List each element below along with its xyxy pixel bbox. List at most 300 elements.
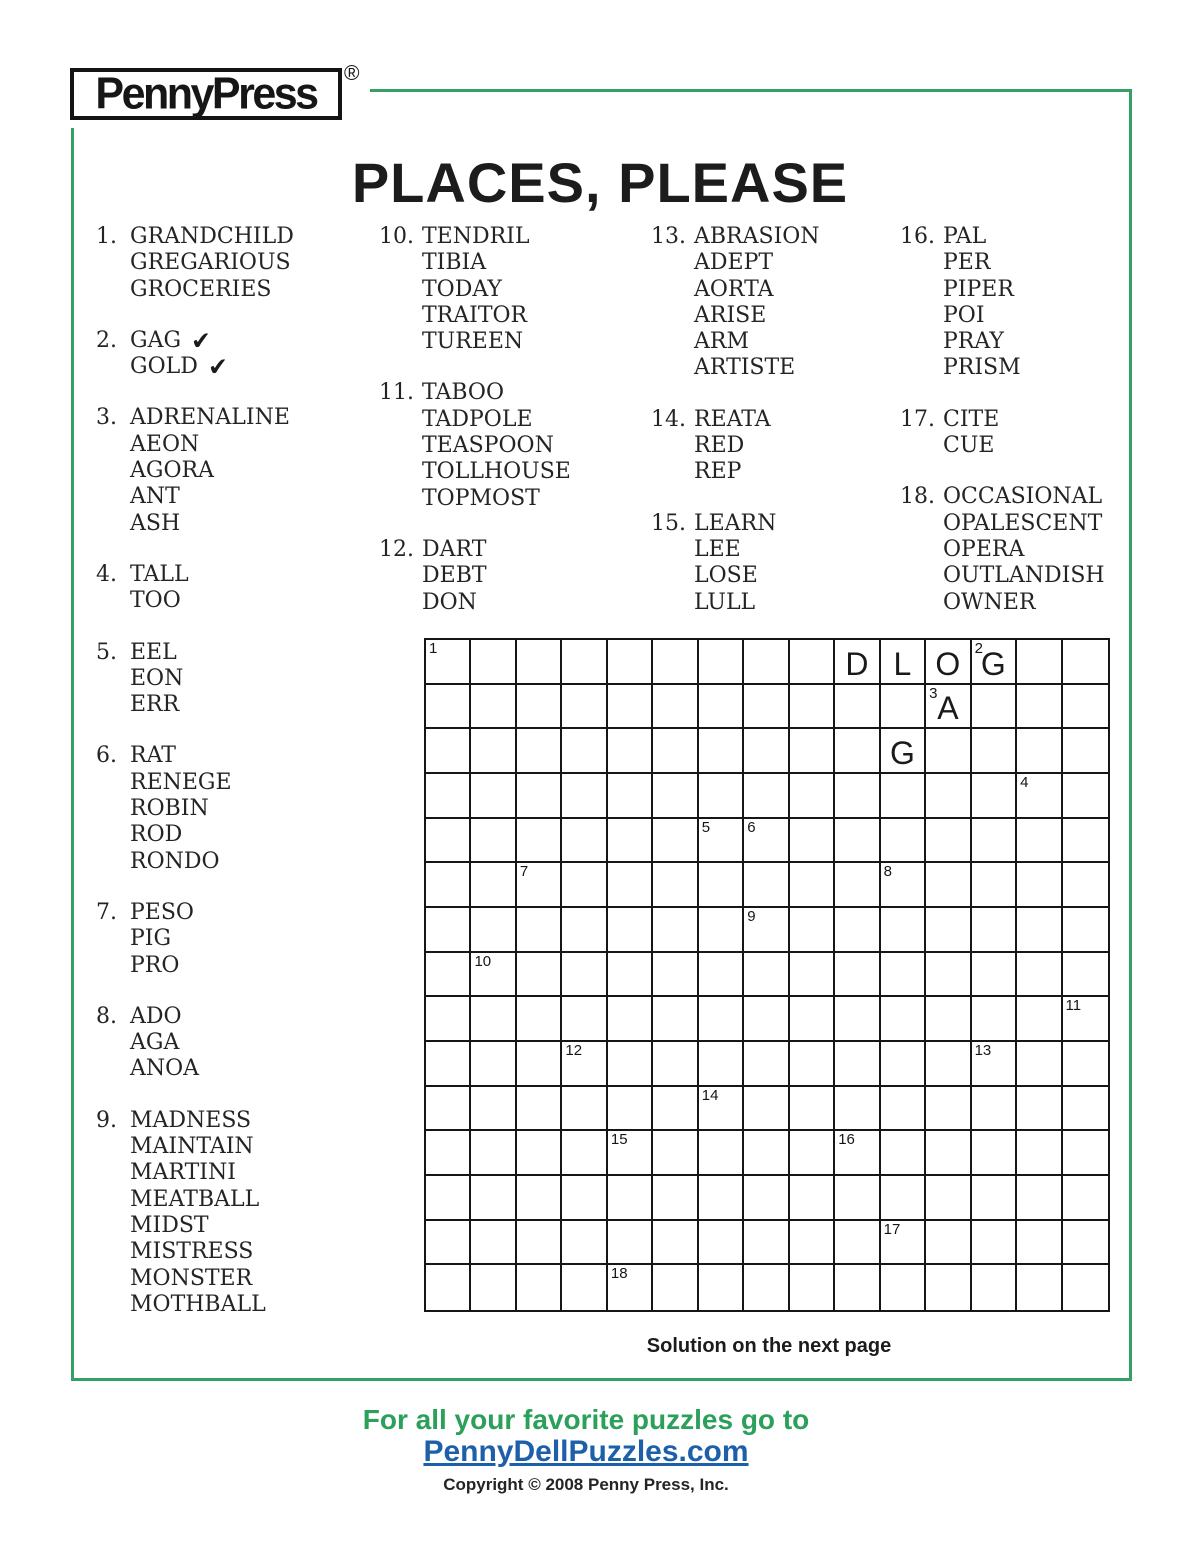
- grid-cell: [426, 774, 471, 819]
- grid-cell: [426, 1221, 471, 1266]
- grid-cell: [881, 1221, 926, 1266]
- group-number: 3.: [96, 405, 117, 431]
- grid-cell: [653, 1221, 698, 1266]
- word-text: TALL: [130, 561, 189, 587]
- word-group: [85, 328, 294, 381]
- grid-cell: [744, 997, 789, 1042]
- word-text: TABOO: [422, 380, 505, 406]
- word-group: [85, 1004, 294, 1083]
- grid-cell: [608, 1131, 653, 1176]
- grid-cell: [653, 685, 698, 730]
- word: [694, 459, 771, 485]
- grid-cell: [517, 1265, 562, 1310]
- grid-cell: [426, 729, 471, 774]
- grid-cell: [790, 1087, 835, 1132]
- grid-cell: [653, 908, 698, 953]
- grid-cell: [1017, 1265, 1062, 1310]
- group-number: 4.: [96, 561, 117, 587]
- word: [422, 486, 571, 512]
- grid-cell: [426, 1131, 471, 1176]
- word: [130, 511, 290, 537]
- grid-cell: [1063, 1221, 1108, 1266]
- grid-cell: [653, 1131, 698, 1176]
- group-words: [130, 328, 228, 381]
- word: [130, 770, 232, 796]
- grid-cell: [653, 863, 698, 908]
- word: [422, 537, 487, 563]
- grid-cell: [608, 953, 653, 998]
- grid-cell: [562, 819, 607, 864]
- group-number: 10.: [379, 224, 414, 249]
- grid-cell: [744, 640, 789, 685]
- grid-cell: [926, 640, 971, 685]
- cell-letter: O: [935, 645, 961, 682]
- grid-cell: [790, 997, 835, 1042]
- grid-cell: [471, 1176, 516, 1221]
- group-words: [130, 640, 183, 719]
- word: [943, 355, 1021, 381]
- word: [130, 953, 194, 979]
- word-text: GREGARIOUS: [130, 250, 291, 276]
- grid-cell: [972, 1131, 1017, 1176]
- word-text: MARTINI: [130, 1160, 236, 1186]
- grid-cell: [1017, 1221, 1062, 1266]
- grid-cell: [1063, 953, 1108, 998]
- grid-cell: [653, 1087, 698, 1132]
- group-words: [130, 1004, 199, 1083]
- word-text: RONDO: [130, 848, 220, 874]
- word: [130, 328, 228, 354]
- grid-cell: [517, 819, 562, 864]
- grid-cell: [699, 908, 744, 953]
- grid-cell: [1017, 685, 1062, 730]
- word: [130, 354, 228, 380]
- grid-cell: [1017, 908, 1062, 953]
- grid-cell: [744, 1265, 789, 1310]
- group-number: 14.: [651, 406, 686, 432]
- group-words: [130, 224, 294, 303]
- grid-cell: [744, 1176, 789, 1221]
- word: [422, 277, 530, 303]
- word: [130, 562, 189, 588]
- word-text: ERR: [130, 692, 180, 718]
- grid-cell: [608, 863, 653, 908]
- word-text: ABRASION: [694, 224, 820, 249]
- group-number: 8.: [96, 1003, 117, 1029]
- grid-cell: [881, 908, 926, 953]
- grid-cell: [471, 997, 516, 1042]
- cell-number: 11: [1065, 997, 1082, 1015]
- grid-cell: [881, 640, 926, 685]
- word-text: CITE: [943, 406, 1000, 432]
- grid-cell: [471, 1042, 516, 1087]
- word-text: AEON: [130, 431, 200, 457]
- word: [422, 563, 487, 589]
- pennypress-logo-box: [70, 68, 342, 120]
- grid-cell: [790, 1131, 835, 1176]
- checkmark-icon: ✔: [206, 352, 229, 382]
- word: [422, 250, 530, 276]
- grid-cell: [881, 1176, 926, 1221]
- word: [130, 822, 232, 848]
- grid-cell: [471, 1131, 516, 1176]
- word: [422, 590, 487, 616]
- grid-cell: [608, 729, 653, 774]
- grid-cell: [699, 774, 744, 819]
- grid-cell: [608, 908, 653, 953]
- grid-cell: [881, 774, 926, 819]
- grid-cell: [426, 997, 471, 1042]
- word-group: [374, 537, 571, 616]
- solution-note: Solution on the next page: [646, 1335, 892, 1357]
- grid-cell: [835, 685, 880, 730]
- grid-cell: [653, 640, 698, 685]
- grid-cell: [471, 640, 516, 685]
- grid-cell: [926, 685, 971, 730]
- grid-cell: [1017, 1131, 1062, 1176]
- cell-number: 13: [974, 1042, 992, 1059]
- grid-cell: [426, 1087, 471, 1132]
- word: [694, 563, 776, 589]
- group-number: 15.: [651, 510, 686, 536]
- logo: [58, 56, 370, 128]
- word-list-column-4: [895, 224, 1105, 641]
- word: [694, 590, 776, 616]
- grid-cell: [608, 1042, 653, 1087]
- grid-cell: [790, 908, 835, 953]
- grid-cell: [1063, 819, 1108, 864]
- grid-cell: [926, 863, 971, 908]
- word: [943, 329, 1021, 355]
- group-number: 13.: [651, 224, 686, 249]
- cell-letter: D: [845, 645, 869, 682]
- word-text: RED: [694, 433, 745, 459]
- word-list-column-2: [374, 224, 571, 641]
- grid-cell: [608, 1176, 653, 1221]
- word-text: GRANDCHILD: [130, 224, 294, 249]
- grid-cell: [426, 1176, 471, 1221]
- grid-cell: [1063, 1087, 1108, 1132]
- word: [943, 250, 1021, 276]
- grid-cell: [835, 774, 880, 819]
- word: [694, 250, 820, 276]
- pennydellpuzzles-link[interactable]: PennyDellPuzzles.com: [423, 1435, 749, 1468]
- grid-cell: [699, 953, 744, 998]
- group-number: 12.: [379, 536, 414, 562]
- word: [422, 407, 571, 433]
- grid-cell: [790, 863, 835, 908]
- grid-cell: [517, 953, 562, 998]
- grid-cell: [744, 729, 789, 774]
- grid-cell: [699, 685, 744, 730]
- grid-cell: [926, 1087, 971, 1132]
- grid-cell: [471, 908, 516, 953]
- cell-letter: G: [980, 645, 1006, 682]
- grid-cell: [744, 685, 789, 730]
- grid-cell: [517, 1042, 562, 1087]
- grid-cell: [471, 1087, 516, 1132]
- word-text: TUREEN: [422, 329, 524, 355]
- grid-cell: [835, 729, 880, 774]
- grid-cell: [881, 729, 926, 774]
- word-text: ROD: [130, 822, 183, 848]
- word: [130, 743, 232, 769]
- grid-cell: [881, 863, 926, 908]
- group-words: [422, 537, 487, 616]
- word-text: LULL: [694, 589, 756, 615]
- word: [130, 1056, 199, 1082]
- grid-cell: [608, 1087, 653, 1132]
- word: [130, 640, 183, 666]
- word: [130, 588, 189, 614]
- word: [694, 407, 771, 433]
- grid-cell: [972, 997, 1017, 1042]
- grid-cell: [1017, 953, 1062, 998]
- word-text: ADO: [130, 1003, 182, 1029]
- word-list-column-1: [85, 224, 294, 1343]
- grid-cell: [699, 1087, 744, 1132]
- grid-cell: [744, 819, 789, 864]
- grid-cell: [972, 1087, 1017, 1132]
- registered-trademark-icon: ®: [344, 62, 360, 85]
- grid-cell: [1017, 640, 1062, 685]
- grid-cell: [835, 640, 880, 685]
- word: [694, 511, 776, 537]
- word-text: GOLD: [130, 354, 198, 380]
- word: [130, 224, 294, 250]
- grid-cell: [699, 1221, 744, 1266]
- grid-cell: [790, 1176, 835, 1221]
- grid-cell: [835, 1087, 880, 1132]
- word-text: TRAITOR: [422, 302, 528, 328]
- grid-cell: [562, 908, 607, 953]
- word-group: [85, 224, 294, 303]
- grid-cell: [835, 1265, 880, 1310]
- word: [130, 1292, 266, 1318]
- grid-cell: [926, 997, 971, 1042]
- grid-cell: [926, 819, 971, 864]
- grid-cell: [426, 1042, 471, 1087]
- cell-number: 16: [838, 1131, 855, 1149]
- grid-cell: [926, 1265, 971, 1310]
- word-text: TOLLHOUSE: [422, 459, 571, 485]
- cell-number: 5: [701, 818, 711, 836]
- word-text: DON: [422, 589, 477, 615]
- grid-cell: [835, 819, 880, 864]
- grid-cell: [517, 908, 562, 953]
- word: [943, 537, 1105, 563]
- word: [943, 224, 1021, 250]
- grid-cell: [653, 729, 698, 774]
- word: [130, 1030, 199, 1056]
- word-text: ANOA: [130, 1056, 200, 1082]
- group-number: 6.: [96, 743, 117, 769]
- group-number: 7.: [96, 899, 117, 925]
- word: [694, 277, 820, 303]
- grid-cell: [835, 1042, 880, 1087]
- grid-cell: [517, 1176, 562, 1221]
- word: [130, 277, 294, 303]
- grid-cell: [835, 953, 880, 998]
- cell-number: 14: [701, 1086, 719, 1104]
- group-number: 11.: [379, 380, 414, 406]
- word: [422, 433, 571, 459]
- pennypress-logo-text: PennyPress: [95, 68, 317, 119]
- grid-cell: [699, 863, 744, 908]
- word-group: [85, 640, 294, 719]
- grid-cell: [699, 1176, 744, 1221]
- word-text: REATA: [694, 406, 771, 432]
- page-title: PLACES, PLEASE: [351, 151, 849, 214]
- word-text: ARTISTE: [694, 355, 796, 381]
- grid-cell: [562, 640, 607, 685]
- puzzle-grid: [424, 638, 1110, 1312]
- group-number: 16.: [900, 224, 935, 249]
- cell-number: 1: [429, 640, 438, 657]
- word: [694, 224, 820, 250]
- grid-cell: [1017, 729, 1062, 774]
- grid-cell: [426, 908, 471, 953]
- grid-cell: [699, 729, 744, 774]
- group-words: [694, 407, 771, 486]
- cell-number: 4: [1020, 774, 1029, 791]
- grid-cell: [699, 1042, 744, 1087]
- cell-number: 8: [883, 863, 892, 881]
- word-text: ADEPT: [694, 250, 774, 276]
- grid-cell: [517, 863, 562, 908]
- cell-letter: G: [889, 735, 915, 771]
- word: [130, 796, 232, 822]
- word: [694, 537, 776, 563]
- word-text: PAL: [943, 224, 987, 249]
- word: [130, 1239, 266, 1265]
- grid-cell: [517, 640, 562, 685]
- grid-cell: [608, 640, 653, 685]
- grid-cell: [972, 953, 1017, 998]
- grid-cell: [517, 1131, 562, 1176]
- grid-cell: [562, 1176, 607, 1221]
- word-text: PER: [943, 250, 991, 276]
- word-text: MIDST: [130, 1212, 209, 1238]
- grid-cell: [653, 997, 698, 1042]
- word-text: ARISE: [694, 302, 767, 328]
- word-group: [85, 405, 294, 536]
- grid-cell: [881, 953, 926, 998]
- word-text: LEARN: [694, 510, 777, 536]
- grid-cell: [471, 863, 516, 908]
- grid-cell: [744, 1042, 789, 1087]
- grid-cell: [1063, 1131, 1108, 1176]
- cell-letter: L: [893, 645, 912, 682]
- grid-cell: [972, 729, 1017, 774]
- grid-cell: [790, 774, 835, 819]
- word: [130, 405, 290, 431]
- grid-cell: [972, 685, 1017, 730]
- grid-cell: [471, 685, 516, 730]
- group-number: 18.: [900, 484, 935, 510]
- grid-cell: [517, 997, 562, 1042]
- grid-cell: [744, 863, 789, 908]
- word-text: PIG: [130, 926, 172, 952]
- word: [943, 563, 1105, 589]
- word-text: ARM: [694, 329, 749, 355]
- word: [943, 511, 1105, 537]
- grid-cell: [471, 1265, 516, 1310]
- grid-cell: [471, 774, 516, 819]
- word-text: TIBIA: [422, 250, 487, 276]
- grid-cell: [653, 1176, 698, 1221]
- cell-number: 3: [929, 684, 938, 702]
- word-text: AGA: [130, 1030, 180, 1056]
- grid-cell: [1063, 1042, 1108, 1087]
- grid-cell: [517, 1087, 562, 1132]
- word: [943, 303, 1021, 329]
- word-text: EON: [130, 665, 184, 691]
- word-text: POI: [943, 302, 985, 328]
- group-number: 5.: [96, 639, 117, 665]
- grid-cell: [835, 1176, 880, 1221]
- cell-number: 18: [610, 1265, 628, 1283]
- group-number: 17.: [900, 406, 935, 432]
- word-text: TENDRIL: [422, 224, 530, 249]
- word-group: [646, 511, 820, 616]
- word-group: [895, 407, 1105, 460]
- word-text: ROBIN: [130, 796, 209, 822]
- grid-cell: [471, 729, 516, 774]
- group-number: 2.: [96, 327, 117, 353]
- word-text: MEATBALL: [130, 1186, 260, 1212]
- word-text: MADNESS: [130, 1107, 252, 1133]
- group-words: [694, 224, 820, 382]
- word-text: MOTHBALL: [130, 1291, 266, 1317]
- word-text: CUE: [943, 433, 995, 459]
- word-text: REP: [694, 459, 742, 485]
- word-text: OUTLANDISH: [943, 563, 1105, 589]
- grid-cell: [562, 1042, 607, 1087]
- cell-letter: A: [937, 690, 959, 727]
- grid-cell: [835, 908, 880, 953]
- grid-cell: [1017, 774, 1062, 819]
- word-text: MONSTER: [130, 1265, 253, 1291]
- word-group: [895, 484, 1105, 615]
- grid-cell: [608, 1265, 653, 1310]
- group-words: [694, 511, 776, 616]
- checkmark-icon: ✔: [190, 326, 213, 356]
- grid-cell: [608, 819, 653, 864]
- group-words: [943, 407, 999, 460]
- group-words: [130, 562, 189, 615]
- word-group: [85, 900, 294, 979]
- word: [130, 458, 290, 484]
- cell-number: 6: [747, 818, 756, 836]
- grid-cell: [744, 1087, 789, 1132]
- grid-cell: [744, 908, 789, 953]
- grid-cell: [608, 685, 653, 730]
- group-number: 9.: [96, 1107, 117, 1133]
- word-text: TADPOLE: [422, 406, 533, 432]
- word: [422, 459, 571, 485]
- cell-number: 7: [519, 863, 529, 881]
- group-number: 1.: [96, 224, 117, 249]
- word: [943, 590, 1105, 616]
- grid-cell: [881, 1265, 926, 1310]
- word: [422, 224, 530, 250]
- grid-cell: [926, 1131, 971, 1176]
- word: [943, 433, 999, 459]
- grid-cell: [744, 1221, 789, 1266]
- word-text: DART: [422, 536, 487, 562]
- grid-cell: [1063, 729, 1108, 774]
